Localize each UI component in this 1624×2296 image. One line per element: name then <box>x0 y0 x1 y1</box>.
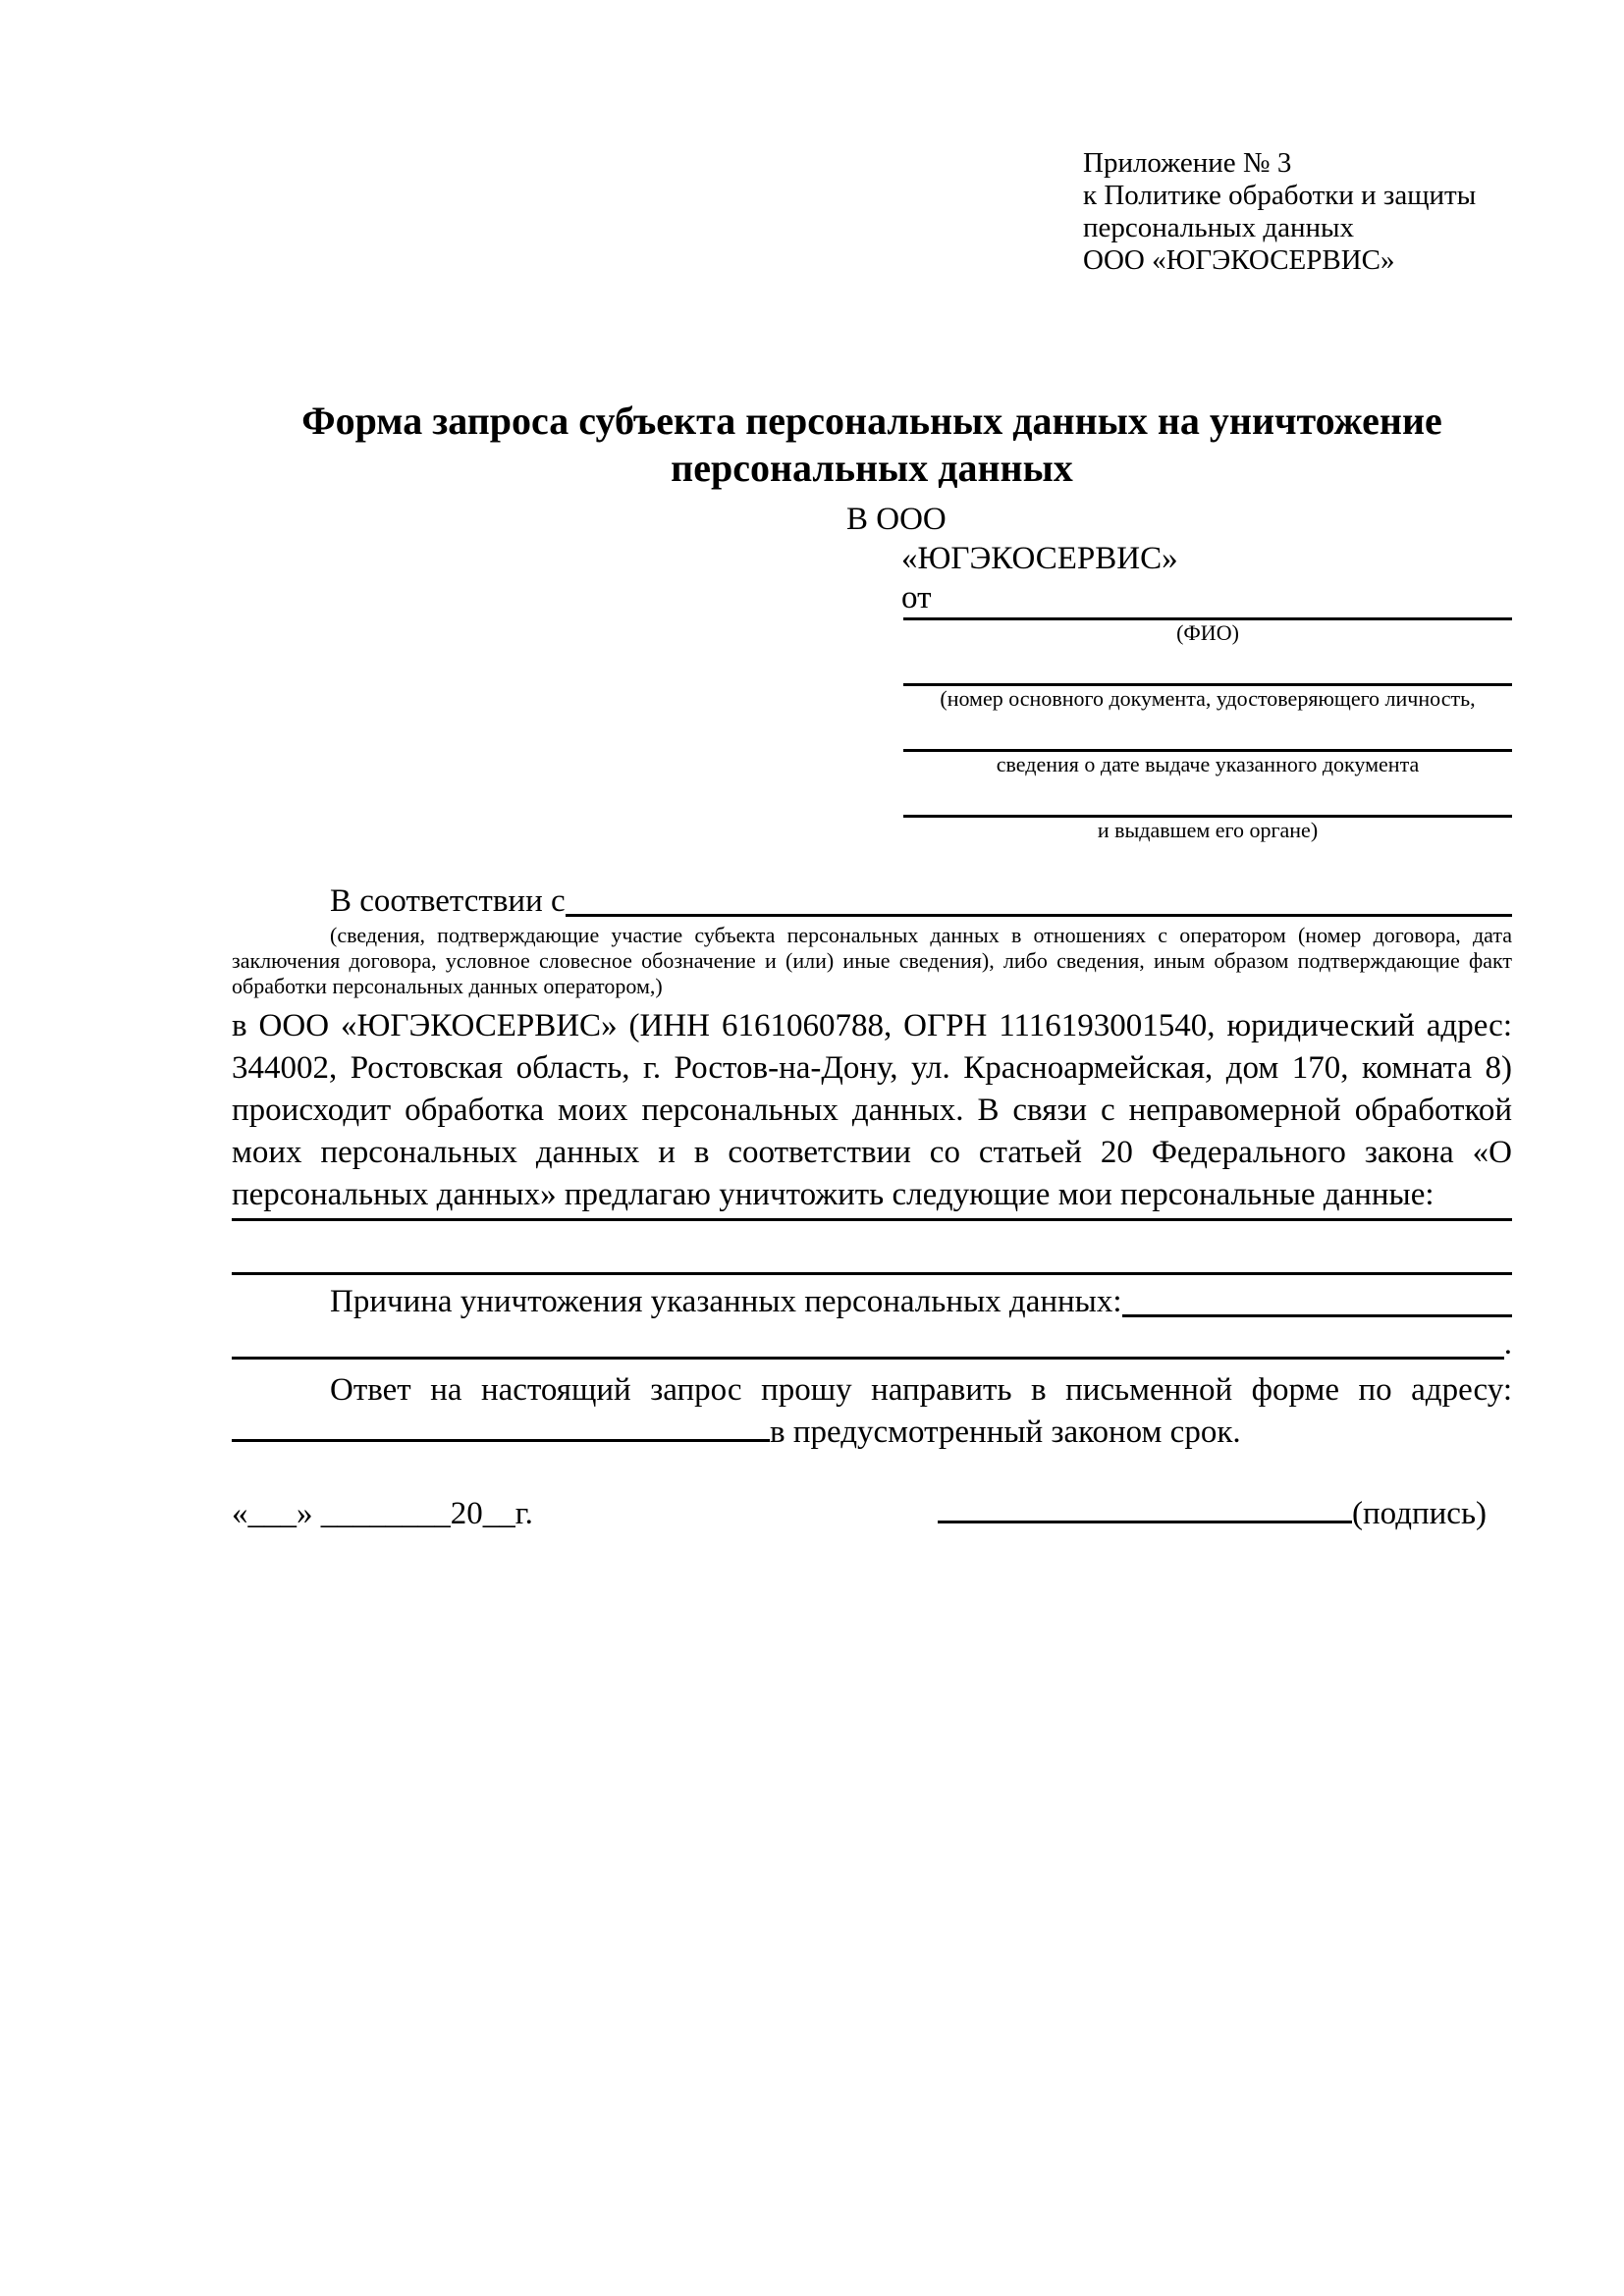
appendix-block <box>1083 147 1512 277</box>
signature-group <box>938 1493 1487 1535</box>
appendix-line-4: ООО «ЮГЭКОСЕРВИС» <box>1083 244 1395 276</box>
accordance-line <box>232 881 1512 923</box>
accordance-blank-line <box>566 881 1512 917</box>
personal-data-blank-line-2 <box>232 1221 1512 1275</box>
identity-fields <box>903 617 1512 843</box>
reason-line <box>232 1281 1512 1323</box>
reason-blank-line <box>1122 1281 1512 1317</box>
recipient-from: от <box>901 580 932 615</box>
signature-blank-line <box>938 1521 1352 1523</box>
reply-address-blank-line <box>232 1439 770 1442</box>
appendix-line-3: персональных данных <box>1083 212 1355 243</box>
doc-number-caption: (номер основного документа, удостоверяющего личность, <box>940 686 1476 711</box>
appendix-line-2: к Политике обработки и защиты <box>1083 180 1477 211</box>
signature-caption: (подпись) <box>1352 1496 1487 1531</box>
reply-paragraph <box>232 1369 1512 1454</box>
reply-tail: в предусмотренный законом срок. <box>770 1415 1241 1450</box>
main-paragraph: в ООО «ЮГЭКОСЕРВИС» (ИНН 6161060788, ОГРН 1116193001540, юридический адрес: 344002, Ростовская область, г. Ростов-на-Дону, ул. Красноармейская, дом 170, комната 8) происходит обработка моих персональных данных. В связи с неправомерной обработкой моих персональных данных и в соответствии со статьей 20 Федерального закона «О персональных данных» предлагаю уничтожить следующие мои персональные данные: <box>232 1008 1512 1212</box>
doc-issue-date-caption: сведения о дате выдаче указанного документа <box>996 752 1420 776</box>
reason-blank-line-2 <box>232 1323 1512 1365</box>
date-signature-row <box>232 1493 1512 1535</box>
appendix-line-1: Приложение № 3 <box>1083 147 1292 179</box>
accordance-lead: В соответствии с <box>330 883 566 919</box>
recipient-to: В ООО <box>846 502 947 537</box>
reply-lead: Ответ на настоящий запрос прошу направить в письменной форме по адресу: <box>330 1372 1512 1408</box>
reason-lead: Причина уничтожения указанных персональных данных: <box>330 1284 1122 1319</box>
recipient-org: «ЮГЭКОСЕРВИС» <box>901 541 1178 576</box>
recipient-block <box>232 500 1512 617</box>
page-title: Форма запроса субъекта персональных данных на уничтожение персональных данных <box>301 399 1442 490</box>
accordance-note: (сведения, подтверждающие участие субъекта персональных данных в отношениях с оператором (номер договора, дата заключения договора, условное словесное обозначение и (или) иные сведения), либо сведения, иным образом подтверждающие факт обработки персональных данных оператором,) <box>232 923 1512 998</box>
reason-blank-line-2-rule <box>232 1323 1504 1360</box>
doc-issuer-caption: и выдавшем его органе) <box>1097 818 1319 842</box>
reason-period: . <box>1503 1326 1512 1362</box>
date-line: «___» ________20__г. <box>232 1496 533 1531</box>
fio-caption: (ФИО) <box>1176 620 1239 645</box>
